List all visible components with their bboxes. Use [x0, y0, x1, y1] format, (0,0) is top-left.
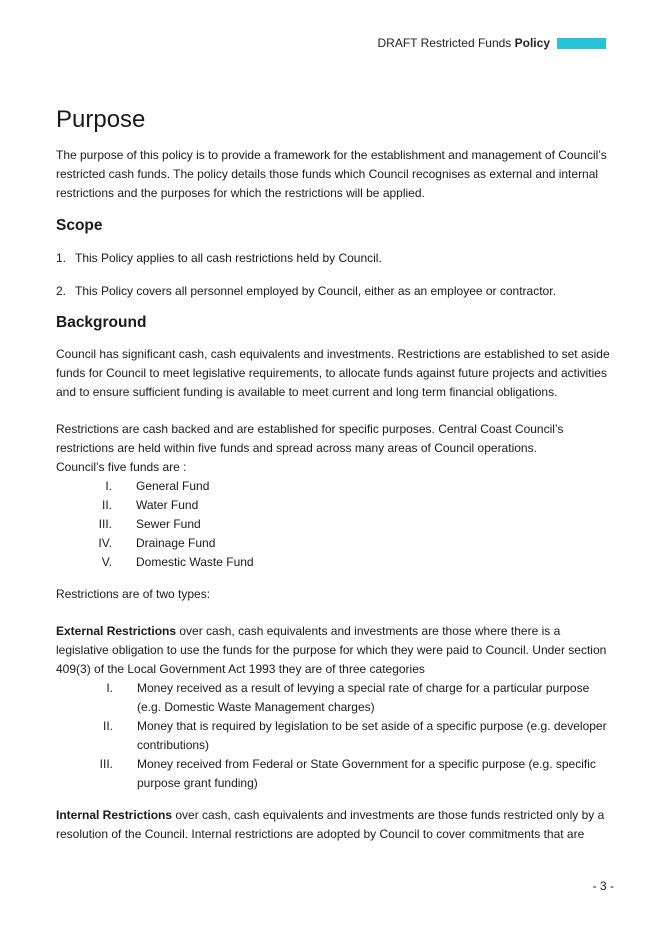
funds-intro: Council’s five funds are : — [56, 460, 187, 474]
header-title-prefix: DRAFT Restricted Funds — [377, 36, 515, 50]
scope-item — [56, 249, 616, 268]
fund-item — [56, 534, 616, 553]
category-item — [56, 755, 616, 793]
fund-item — [56, 515, 616, 534]
category-numeral: III. — [99, 757, 113, 771]
internal-restrictions-text: over cash, cash equivalents and investments are those funds restricted only by a resolution of the Council. Internal restrictions are adopted by Council to cover commitments that are — [56, 808, 605, 841]
page-number: - 3 - — [592, 879, 614, 893]
scope-heading: Scope — [56, 217, 103, 234]
scope-item-number: 1. — [56, 251, 67, 265]
category-text: Money received from Federal or State Government for a specific purpose (e.g. specific purpose grant funding) — [137, 757, 596, 790]
external-restrictions-paragraph — [56, 622, 616, 679]
fund-numeral: V. — [101, 555, 112, 569]
page-header — [377, 36, 606, 50]
header-title — [377, 36, 550, 50]
category-item — [56, 717, 616, 755]
category-text: Money that is required by legislation to be set aside of a specific purpose (e.g. developer contributions) — [137, 719, 607, 752]
scope-item — [56, 282, 616, 301]
external-restrictions-text: over cash, cash equivalents and investments are those where there is a legislative obligation to use the funds for the purpose for which they were paid to Council. Under section 409(3) of the Local Government Act 1993 they are of three categories — [56, 624, 607, 676]
category-numeral: II. — [102, 719, 113, 733]
fund-numeral: III. — [98, 517, 112, 531]
internal-restrictions-label: Internal Restrictions — [56, 808, 173, 822]
fund-item — [56, 553, 616, 572]
purpose-heading: Purpose — [56, 106, 146, 133]
scope-item-text: This Policy covers all personnel employed by Council, either as an employee or contractor. — [75, 284, 556, 298]
fund-numeral: I. — [105, 479, 112, 493]
fund-name: Sewer Fund — [136, 517, 201, 531]
category-text: Money received as a result of levying a special rate of charge for a particular purpose (e.g. Domestic Waste Management charges) — [137, 681, 590, 714]
fund-numeral: IV. — [98, 536, 112, 550]
categories-list — [56, 679, 616, 793]
fund-name: Drainage Fund — [136, 536, 216, 550]
category-numeral: I. — [106, 681, 113, 695]
category-item — [56, 679, 616, 717]
fund-numeral: II. — [101, 498, 112, 512]
fund-name: Domestic Waste Fund — [136, 555, 254, 569]
scope-item-number: 2. — [56, 284, 67, 298]
header-title-bold: Policy — [514, 36, 550, 50]
internal-restrictions-paragraph — [56, 806, 616, 844]
background-paragraph-1: Council has significant cash, cash equivalents and investments. Restrictions are established to set aside funds for Council to meet legislative requirements, to allocate funds against future projects and activities and to ensure sufficient funding is available to meet current and long term financial obligations. — [56, 347, 610, 399]
fund-item — [56, 496, 616, 515]
header-accent-bar — [557, 38, 606, 49]
purpose-paragraph: The purpose of this policy is to provide a framework for the establishment and management of Council’s restricted cash funds. The policy details those funds which Council recognises as external and internal restrictions and the purposes for which the restrictions will be applied. — [56, 148, 607, 200]
fund-name: General Fund — [136, 479, 210, 493]
fund-item — [56, 477, 616, 496]
fund-name: Water Fund — [136, 498, 199, 512]
restriction-types-text: Restrictions are of two types: — [56, 587, 211, 601]
background-heading: Background — [56, 314, 147, 331]
document-body — [56, 106, 616, 844]
funds-list — [56, 477, 616, 572]
external-restrictions-label: External Restrictions — [56, 624, 177, 638]
scope-item-text: This Policy applies to all cash restrictions held by Council. — [75, 251, 382, 265]
background-paragraph-2: Restrictions are cash backed and are established for specific purposes. Central Coast Council’s restrictions are held within five funds and spread across many areas of Council operations. — [56, 422, 564, 455]
